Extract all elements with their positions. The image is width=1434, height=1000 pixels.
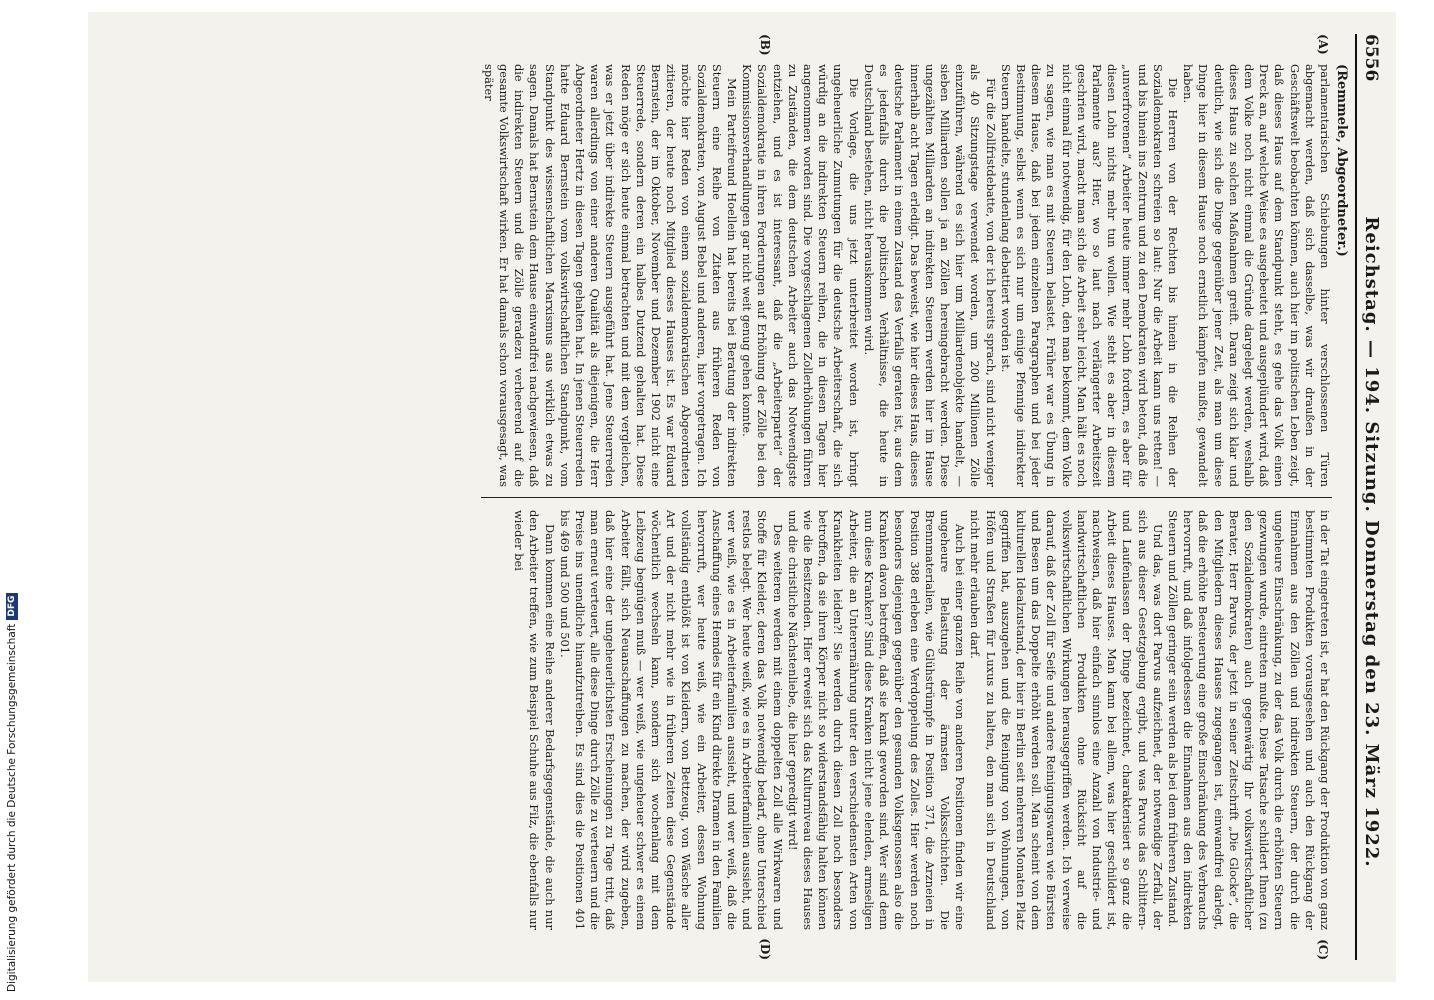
paragraph: Mein Parteifreund Hoellein hat bereits bei Beratung der indirekten Steuern eine Reihe von Zitaten aus früheren Reden von Sozialdemokraten, von August Bebel und anderen, hier vorgetragen. Ich möchte hier Reden von einem sozialdemokratischen Abgeordneten zitieren, der heute noch Mitglied dieses Hauses ist. Es war Eduard Bernstein, der im Oktober, November und Dezember 1902 nicht eine Steuerrede, sondern deren ein halbes Dutzend gehalten hat. Diese Reden möge er sich heute einmal betrachten und mit dem vergleichen, was er jetzt über indirekte Steuern ausgeführt hat. Jene Steuerreden waren allerdings von einer anderen Qualität als diejenigen, die Herr Abgeordneter Hertz in diesen Tagen gehalten hat. In jenen Steuerreden hatte Eduard Bernstein vom volkswirtschaftlichen Standpunkt, vom Standpunkt des wissenschaftlichen Marxismus aus wirklich etwas zu sagen. Damals hat Bernstein dem Hause einwandfrei nachgewiesen, daß die indirekten Steuern und die Zölle geradezu verheerend auf die gesamte Volkswirtschaft wirken. Er hat damals schon vorausgesagt, was später xyxy=(481,64,740,487)
running-title: Reichstag. — 194. Sitzung. Donnerstag den 23. März 1922. xyxy=(1361,216,1382,868)
page-number: 6556 xyxy=(1361,34,1381,82)
left-column xyxy=(481,34,1332,497)
paragraph: Für die Zollfristdebatte, von der ich bereits sprach, sind nicht weniger als 40 Sitzungstage verwendet worden, um 200 Millionen Zölle einzuführen, während es sich hier um Milliardenobjekte handelt, — sieben Milliarden sollen ja an Zöllen hereingebracht werden. Diese ungezählten Milliarden an indirekten Steuern werden hier im Hause innerhalb acht Tagen erledigt. Das beweist, wie hier dieses Haus, dieses deutsche Parlament in einem Zustand des Verfalls geraten ist, aus dem es jedenfalls durch die politischen Verhältnisse, die heute in Deutschland bestehen, nicht herauskommen wird. xyxy=(861,64,998,487)
text-columns xyxy=(481,34,1332,960)
dfg-logo: DFG xyxy=(6,593,18,620)
paragraph: Und das, was dort Parvus aufzeichnet, der notwendige Zerfall, der sich aus dieser Gesetzgebung ergibt, und was Parvus das Schlittern- und Laufenlassen der Dinge bezeichnet, charakterisiert so ganz die Arbeit dieses Hauses. Man kann bei allem, was hier geschildert ist, nachweisen, daß hier einfach sinnlos eine Anzahl von Industrie- und landwirtschaftlichen Produkten ohne Rücksicht auf die volkswirtschaftlichen Wirkungen herausgegriffen werden. Ich verweise darauf, daß der Zoll für Seife und andere Reinigungswaren wie Bürsten und Besen um das Doppelte erhöht werden soll. Man scheint von dem kulturellen Idealzustand, der hier in Berlin seit mehreren Monaten Platz gegriffen hat, auszugehen und die Reinigung von Wohnungen, von Höfen und Straßen für Luxus zu halten, den man sich in Deutschland nicht mehr erlauben darf. xyxy=(968,510,1165,930)
paragraph: in der Tat eingetreten ist, er hat den Rückgang der Produktion von ganz bestimmten Produkten vorausgesehen und auch den Rückgang der Einnahmen aus den Zöllen und indirekten Steuern, der durch die ungeheure Einschränkung, zu der das Volk durch die erhöhten Steuern gezwungen wurde, eintreten mußte. Diese Tatsache schildert Ihnen (zu den Sozialdemokraten) auch gegenwärtig Ihr volkswirtschaftlicher Berater, Herr Parvus, der jetzt in seiner Zeitschrift „Die Glocke“, die den Mitgliedern dieses Hauses zugegangen ist, einwandfrei darlegt, daß die erhöhte Besteuerung eine große Einschränkung des Verbrauchs hervorruft, und daß infolgedessen die Einnahmen aus den indirekten Steuern und Zöllen geringer sein werden als bei dem früheren Zustand. xyxy=(1165,510,1332,930)
paragraph: Die Herren von der Rechten bis hinein in die Reihen der Sozialdemokraten schreien so laut: Nur die Arbeit kann uns retten! — und bis hinein ins Zentrum und zu den Demokraten wird betont, daß die „unverfrorenen“ Arbeiter heute immer mehr Lohn fordern, es aber für diesen Lohn nichts mehr tun wollen. Wie steht es aber in diesem Parlamente aus? Hier, wo so laut nach verlängerter Arbeitszeit geschrien wird, macht man sich die Arbeit sehr leicht. Man hält es noch nicht einmal für notwendig, für den Lohn, den man bekommt, dem Volke zu sagen, wie man es mit Steuern belastet. Früher war es Übung in diesem Hause, daß bei jedem einzelnen Paragraphen und bei jeder Bestimmung, selbst wenn es sich nur um einige Pfennige indirekter Steuern handelte, stundenlang debattiert worden ist. xyxy=(998,64,1180,487)
page-content xyxy=(88,12,1396,982)
scanned-page xyxy=(88,12,1396,982)
right-column xyxy=(481,497,1332,960)
paragraph: Auch bei einer ganzen Reihe von anderen Positionen finden wir eine ungeheure Belastung der ärmsten Volksschichten. Die Brennmaterialien, wie Glühstrümpfe in Position 371, die Arzneien in Position 388 erleben eine Verdoppelung des Zolles. Hier werden noch besonders diejenigen gegenüber den gesunden Volksgenossen also die Kranken davon betroffen, daß sie krank geworden sind. Wer sind denn nun diese Kranken? Sind diese Kranken nicht jene elenden, armseligen Arbeiter, die an Unterernährung unter den verschiedensten Arten von Krankheiten leiden?! Sie werden durch diesen Zoll noch besonders betroffen, da sie ihren Körper nicht so widerstandsfähig halten können wie die Besitzenden. Hier erweist sich das Kulturniveau dieses Hauses und die christliche Nächstenliebe, die hier gepredigt wird! xyxy=(785,510,968,930)
paragraph: Die Vorlage, die uns jetzt unterbreitet worden ist, bringt ungeheuerliche Zumutungen für die deutsche Arbeiterschaft, die sich würdig an die indirekten Steuern reihen, die in diesen Tagen hier angenommen worden sind. Die vorgeschlagenen Zollerhöhungen führen zu Zuständen, die dem deutschen Arbeiter auch das Notwendigste entziehen, und es ist interessant, daß die „Arbeiterpartei“ der Sozialdemokratie in ihren Forderungen auf Erhöhung der Zölle bei den Kommissionsverhandlungen gar nicht weit genug gehen konnte. xyxy=(740,64,861,487)
margin-marker-d: (D) xyxy=(758,938,772,960)
margin-marker-a: (A) xyxy=(1316,34,1330,55)
paragraph: Des weiteren werden mit einem doppelten Zoll alle Wirkwaren und Stoffe für Kleider, deren das Volk notwendig bedarf, ohne Unterschied restlos belegt. Wer heute weiß, wie es in Arbeiterfamilien aussieht, und wer weiß, wie es in Arbeiterfamilien aussieht, und wer weiß, daß die Anschaffung eines Hemdes für ein Kind direkte Dramen in den Familien hervorruft, wer heute weiß, wie ein Arbeiter, dessen Wohnung vollständig entblößt ist von Kleidern, von Bettzeug, von Wäsche aller Art und der nicht mehr wie in früheren Zeiten diese Gegenstände wöchentlich wechseln kann, sondern sich wochenlang mit dem Leibzeug begnügen muß — wer weiß, wie ungeheuer schwer es einem Arbeiter fällt, sich Neuanschaffungen zu machen, der wird zugeben, daß hier eine der ungeheuerlichsten Erscheinungen zu Tage tritt, daß man erneut verteuert, alle diese Dinge durch Zölle zu verteuern und die Preise ins unendliche hinaufzutreiben. Es sind dies die Positionen 401 bis 469 und 500 und 501. xyxy=(557,510,785,930)
page-header xyxy=(1355,34,1382,960)
margin-marker-c: (C) xyxy=(1316,939,1330,960)
margin-marker-b: (B) xyxy=(758,34,772,56)
paragraph: Dann kommen eine Reihe anderer Bedarfsgegenstände, die auch nur den Arbeiter treffen, wie zum Beispiel Schuhe aus Filz, die ebenfalls nur wieder bei xyxy=(512,510,557,930)
funding-credit: Digitalisierung gefördert durch die Deutsche Forschungsgemeinschaft xyxy=(6,623,18,992)
paragraph: parlamentarischen Schiebungen hinter verschlossenen Türen abgemacht werden, daß sich dasselbe, was wir draußen in der Geschäftswelt beobachten können, auch hier im politischen Leben zeigt, daß dieses Haus auf dem Standpunkt steht, es gehe das Volk einen Dreck an, auf welche Weise es ausgebeutet und ausgeplündert wird, daß dem Volke noch nicht einmal die Gründe dargelegt werden, weshalb dieses Haus zu solchen Maßnahmen greift. Daran zeigt sich klar und deutlich, wie sich die Dinge gegenüber jener Zeit, als man um diese Dinge hier in diesem Hause noch ernstlich kämpfen mußte, gewandelt haben. xyxy=(1181,64,1332,487)
digitization-footer xyxy=(2,472,22,992)
speaker-line: (Remmele, Abgeordneter.) xyxy=(1334,64,1349,257)
